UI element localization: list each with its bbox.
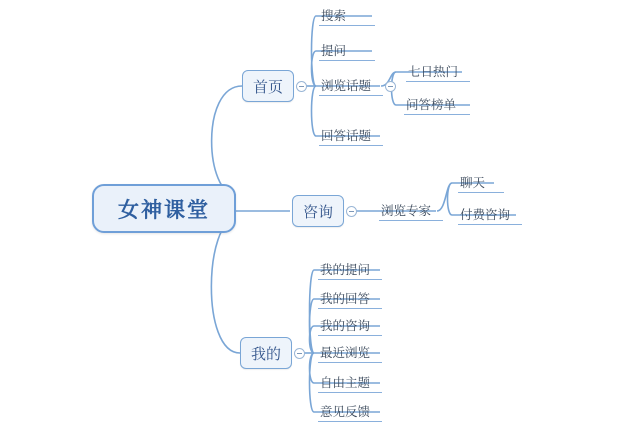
leaf-node-browse-topics-label: 浏览话题 xyxy=(321,78,372,93)
branch-node-consult[interactable] xyxy=(292,195,344,227)
leaf-node-feedback-label: 意见反馈 xyxy=(320,404,371,419)
root-node[interactable] xyxy=(92,184,236,233)
leaf-node-my-consults[interactable] xyxy=(318,314,382,336)
leaf-node-free-topic-label: 自由主题 xyxy=(320,375,371,390)
collapse-toggle-mine[interactable] xyxy=(294,348,305,359)
branch-node-homepage-label: 首页 xyxy=(252,78,283,96)
leaf-node-ask-label: 提问 xyxy=(321,43,347,58)
leaf-node-qa-ranking[interactable] xyxy=(404,93,470,115)
leaf-node-browse-experts-label: 浏览专家 xyxy=(381,203,432,218)
leaf-node-my-questions[interactable] xyxy=(318,258,382,280)
collapse-toggle-homepage[interactable] xyxy=(296,81,307,92)
leaf-node-my-answers[interactable] xyxy=(318,287,382,309)
leaf-node-search[interactable] xyxy=(319,4,375,26)
leaf-node-chat-label: 聊天 xyxy=(460,175,486,190)
leaf-node-free-topic[interactable] xyxy=(318,371,382,393)
leaf-node-chat[interactable] xyxy=(458,171,504,193)
leaf-node-my-questions-label: 我的提问 xyxy=(320,262,371,277)
branch-node-mine[interactable] xyxy=(240,337,292,369)
collapse-toggle-consult[interactable] xyxy=(346,206,357,217)
leaf-node-qa-ranking-label: 问答榜单 xyxy=(406,97,457,112)
leaf-node-browse-topics[interactable] xyxy=(319,74,383,96)
leaf-node-search-label: 搜索 xyxy=(321,8,347,23)
leaf-node-weekly-hot[interactable] xyxy=(406,60,470,82)
root-node-label: 女神课堂 xyxy=(118,198,210,222)
leaf-node-answer-topics-label: 回答话题 xyxy=(321,128,372,143)
leaf-node-my-answers-label: 我的回答 xyxy=(320,291,371,306)
leaf-node-ask[interactable] xyxy=(319,39,375,61)
leaf-node-my-consults-label: 我的咨询 xyxy=(320,318,371,333)
leaf-node-recent-views[interactable] xyxy=(318,341,382,363)
branch-node-consult-label: 咨询 xyxy=(302,203,333,221)
leaf-node-weekly-hot-label: 七日热门 xyxy=(408,64,459,79)
leaf-node-paid-consult[interactable] xyxy=(458,203,522,225)
leaf-node-feedback[interactable] xyxy=(318,400,382,422)
leaf-node-paid-consult-label: 付费咨询 xyxy=(460,207,511,222)
leaf-node-browse-experts[interactable] xyxy=(379,199,443,221)
branch-node-homepage[interactable] xyxy=(242,70,294,102)
collapse-toggle-browse-topics[interactable] xyxy=(385,81,396,92)
leaf-node-recent-views-label: 最近浏览 xyxy=(320,345,371,360)
leaf-node-answer-topics[interactable] xyxy=(319,124,383,146)
branch-node-mine-label: 我的 xyxy=(250,345,281,363)
